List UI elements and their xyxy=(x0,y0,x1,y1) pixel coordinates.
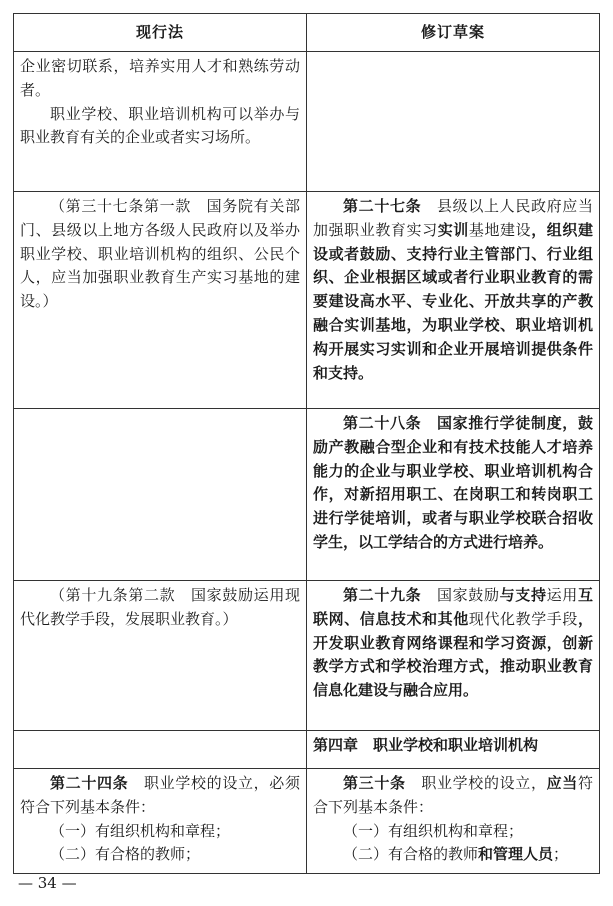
current-law-cell xyxy=(14,769,307,874)
list-item: （二）有合格的教师和管理人员； xyxy=(343,845,569,864)
table-row xyxy=(14,52,600,192)
article-paragraph: 第二十四条 职业学校的设立，必须符合下列基本条件： xyxy=(20,774,300,816)
article-number: 第二十四条 xyxy=(50,774,129,792)
revised-draft-cell xyxy=(307,409,600,581)
article-paragraph: 第三十条 职业学校的设立，应当符合下列基本条件： xyxy=(313,774,593,816)
paragraph: 职业学校、职业培训机构可以举办与职业教育有关的企业或者实习场所。 xyxy=(20,104,300,147)
article-number: 第三十条 xyxy=(343,774,406,792)
current-law-cell xyxy=(14,52,307,192)
list-item: （二）有合格的教师； xyxy=(50,845,201,864)
comparison-table xyxy=(13,13,600,874)
revised-draft-cell xyxy=(307,192,600,409)
article-number: 第二十七条 xyxy=(343,197,422,215)
current-law-cell xyxy=(14,409,307,581)
current-law-cell xyxy=(14,192,307,409)
paragraph: （第十九条第二款 国家鼓励运用现代化教学手段，发展职业教育。） xyxy=(20,586,300,628)
current-law-cell xyxy=(14,581,307,731)
revised-draft-cell xyxy=(307,769,600,874)
article-paragraph: 第二十八条 国家推行学徒制度，鼓励产教融合型企业和有技术技能人才培养能力的企业与职业学校、职业培训机构合作，对新招用职工、在岗职工和转岗职工进行学徒培训，或者与职业学校联合招收学生，以工学结合的方式进行培养。 xyxy=(313,414,593,551)
paragraph: （第三十七条第一款 国务院有关部门、县级以上地方各级人民政府以及举办职业学校、职业培训机构的组织、公民个人，应当加强职业教育生产实习基地的建设。） xyxy=(20,197,300,311)
list-item: （一）有组织机构和章程； xyxy=(343,821,524,840)
current-law-cell xyxy=(14,731,307,769)
table-row xyxy=(14,192,600,409)
chapter-title: 第四章 职业学校和职业培训机构 xyxy=(307,731,600,769)
article-number: 第二十九条 xyxy=(343,586,422,604)
article-number: 第二十八条 xyxy=(343,414,422,432)
revised-draft-cell xyxy=(307,52,600,192)
revised-draft-cell xyxy=(307,581,600,731)
header-row xyxy=(14,14,600,52)
paragraph: 企业密切联系，培养实用人才和熟练劳动者。 xyxy=(20,57,300,99)
chapter-row xyxy=(14,731,600,769)
header-current-law: 现行法 xyxy=(14,14,307,52)
article-paragraph: 第二十七条 县级以上人民政府应当加强职业教育实习实训基地建设，组织建设或者鼓励、支持行业主管部门、行业组织、企业根据区域或者行业职业教育的需要建设高水平、专业化、开放共享的产教融合实训基地，为职业学校、职业培训机构开展实习实训和企业开展培训提供条件和支持。 xyxy=(313,197,593,382)
table-row xyxy=(14,769,600,874)
table-row xyxy=(14,581,600,731)
page-number: — 34 — xyxy=(18,874,77,892)
table-row xyxy=(14,409,600,581)
list-item: （一）有组织机构和章程； xyxy=(50,821,231,840)
header-revised-draft: 修订草案 xyxy=(307,14,600,52)
article-paragraph: 第二十九条 国家鼓励与支持运用互联网、信息技术和其他现代化教学手段，开发职业教育网络课程和学习资源，创新教学方式和学校治理方式，推动职业教育信息化建设与融合应用。 xyxy=(313,586,593,700)
